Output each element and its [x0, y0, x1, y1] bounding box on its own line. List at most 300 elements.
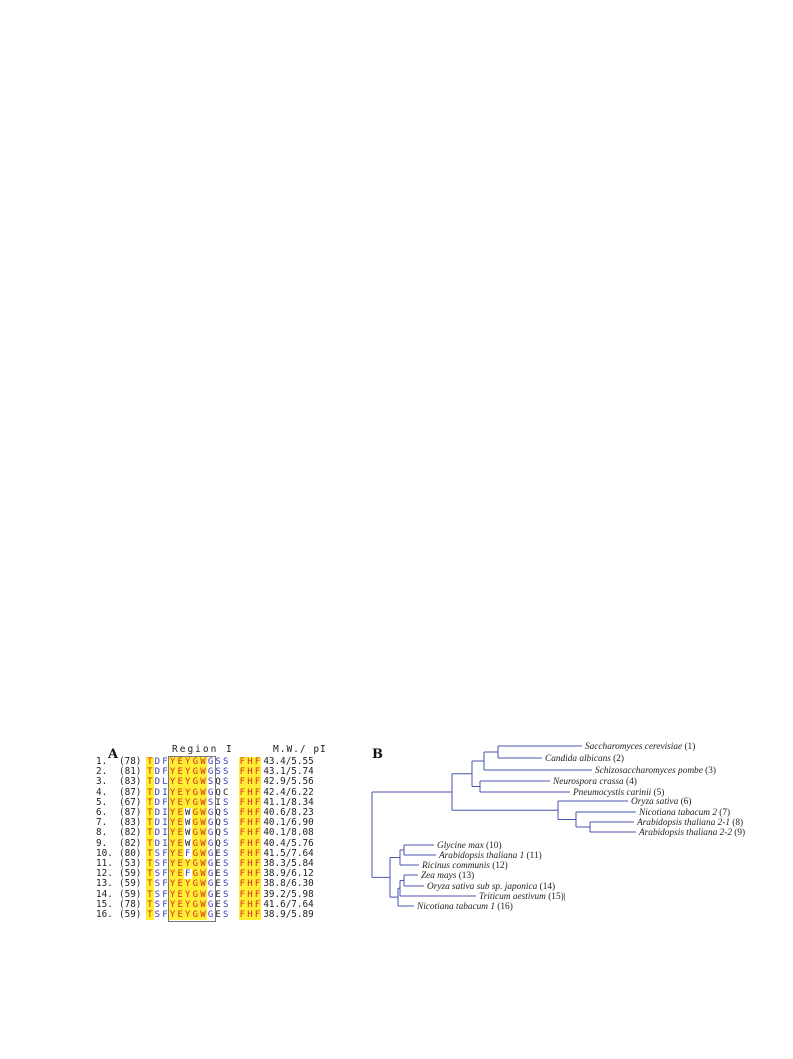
residue: E: [177, 910, 183, 920]
residue: E: [177, 787, 183, 798]
residue: G: [192, 797, 199, 808]
residue: S: [223, 859, 229, 869]
residue: F: [239, 777, 246, 788]
residue: Y: [169, 910, 176, 920]
residue: T: [147, 777, 153, 788]
residue: S: [223, 757, 229, 767]
residue: F: [254, 787, 261, 798]
residue: G: [192, 859, 199, 869]
tree-panel: [372, 740, 746, 912]
residue: G: [192, 828, 199, 839]
mw-pi-value: 39.2/5.98: [263, 888, 314, 900]
taxon-name: Triticum aestivum: [479, 892, 546, 902]
residue: L: [162, 777, 168, 788]
alignment-row: [96, 910, 343, 920]
taxon-label: [427, 881, 555, 892]
residue: C: [223, 787, 229, 798]
taxon-label: [638, 827, 745, 838]
residue: Y: [185, 879, 191, 890]
taxon-name: Nicotiana tabacum 2: [639, 808, 717, 818]
residue: E: [177, 869, 183, 880]
residue: E: [177, 899, 183, 910]
row-number: 4.: [96, 786, 108, 798]
residue: H: [247, 808, 253, 818]
residue: W: [200, 767, 206, 778]
residue: Y: [185, 777, 191, 788]
residue: Y: [169, 899, 176, 910]
residue: W: [185, 828, 191, 839]
residue: W: [200, 828, 206, 839]
taxon-name: Neurospora crassa: [553, 777, 624, 787]
residue: W: [200, 797, 206, 808]
residue: Y: [169, 838, 176, 849]
residue: T: [147, 889, 153, 900]
residue: F: [254, 910, 261, 920]
residue: D: [154, 818, 161, 829]
residue: Y: [169, 767, 176, 778]
residue: F: [239, 879, 246, 890]
residue: G: [207, 869, 214, 880]
row-count: (82): [119, 827, 142, 839]
residue: S: [223, 848, 229, 859]
residue: E: [177, 828, 183, 839]
residue: F: [239, 808, 246, 818]
residue: G: [207, 889, 214, 900]
row-count: (83): [119, 776, 142, 788]
taxon-number: (8): [729, 818, 744, 828]
residue: G: [207, 787, 214, 798]
residue: F: [239, 899, 246, 910]
mw-pi-value: 40.1/8.08: [263, 827, 314, 839]
residue: W: [200, 869, 206, 880]
residue: E: [177, 797, 183, 808]
row-number: 10.: [96, 847, 113, 859]
taxon-number: (4): [623, 777, 637, 787]
residue: T: [147, 838, 153, 849]
taxon-number: (15)|: [545, 892, 566, 902]
phylogenetic-tree: [372, 740, 746, 912]
residue: F: [254, 879, 261, 890]
panel-b-letter: B: [372, 747, 383, 762]
residue: G: [192, 899, 199, 910]
row-count: (59): [119, 888, 142, 900]
mw-pi-value: 38.9/5.89: [263, 909, 314, 920]
residue: S: [223, 899, 229, 910]
residue: G: [192, 869, 199, 880]
residue: G: [207, 879, 214, 890]
residue: D: [154, 767, 161, 778]
row-number: 15.: [96, 898, 113, 910]
taxon-label: [552, 776, 637, 787]
residue: E: [215, 899, 221, 910]
residue: F: [239, 757, 246, 767]
residue: E: [177, 848, 183, 859]
mw-pi-value: 38.3/5.84: [263, 858, 314, 869]
residue: F: [162, 869, 168, 880]
taxon-label: [631, 796, 691, 807]
residue: H: [247, 787, 253, 798]
residue: E: [177, 808, 183, 818]
residue: T: [147, 828, 153, 839]
taxon-label: [438, 850, 542, 861]
residue: F: [239, 767, 246, 778]
residue: S: [154, 879, 161, 890]
row-number: 9.: [96, 837, 108, 849]
row-count: (59): [119, 878, 142, 890]
residue: Y: [169, 879, 176, 890]
taxon-number: (13): [456, 871, 475, 881]
residue: E: [177, 777, 183, 788]
residue: W: [185, 838, 191, 849]
residue: F: [239, 848, 246, 859]
taxon-number: (6): [678, 797, 692, 807]
residue: W: [200, 889, 206, 900]
row-count: (78): [119, 756, 142, 767]
residue: Y: [169, 889, 176, 900]
residue: F: [239, 797, 246, 808]
residue: S: [154, 889, 161, 900]
residue: G: [192, 767, 199, 778]
residue: F: [239, 818, 246, 829]
residue: F: [162, 859, 168, 869]
residue: Y: [185, 899, 191, 910]
residue: F: [254, 828, 261, 839]
residue: H: [247, 757, 253, 767]
row-count: (82): [119, 837, 142, 849]
row-count: (83): [119, 817, 142, 829]
residue: E: [215, 879, 221, 890]
residue: H: [247, 859, 253, 869]
row-count: (80): [119, 847, 142, 859]
taxon-label: [638, 807, 730, 818]
residue: T: [147, 879, 153, 890]
residue: F: [254, 808, 261, 818]
residue: F: [254, 838, 261, 849]
taxon-number: (3): [702, 766, 717, 776]
taxon-label: [545, 753, 624, 764]
residue: H: [247, 910, 253, 920]
residue: F: [239, 828, 246, 839]
residue: H: [247, 879, 253, 890]
residue: S: [154, 859, 161, 869]
residue: S: [223, 869, 229, 880]
residue: F: [254, 767, 261, 778]
residue: E: [177, 889, 183, 900]
taxon-number: (10): [483, 841, 502, 851]
residue: F: [162, 767, 168, 778]
residue: Y: [169, 869, 176, 880]
row-count: (87): [119, 807, 142, 818]
residue: G: [192, 889, 199, 900]
residue: F: [185, 848, 191, 859]
mw-pi-value: 43.4/5.55: [263, 756, 314, 767]
taxon-name: Glycine max: [437, 841, 484, 851]
residue: S: [215, 767, 221, 778]
taxon-number: (12): [489, 861, 508, 871]
row-number: 1.: [96, 756, 108, 767]
residue: T: [147, 787, 153, 798]
row-count: (81): [119, 766, 142, 778]
residue: F: [185, 869, 191, 880]
taxon-name: Arabidopsis thaliana 2-1: [637, 818, 730, 828]
residue: Y: [185, 859, 191, 869]
residue: E: [215, 889, 221, 900]
mw-pi-value: 42.9/5.56: [263, 776, 314, 788]
row-number: 12.: [96, 868, 113, 880]
residue: G: [207, 838, 214, 849]
residue: Y: [185, 787, 191, 798]
mw-pi-value: 41.6/7.64: [263, 898, 314, 910]
mw-pi-value: 41.1/8.34: [263, 796, 314, 808]
residue: W: [200, 848, 206, 859]
taxon-label: [421, 860, 508, 871]
residue: S: [154, 899, 161, 910]
taxon-label: [595, 765, 716, 776]
residue: H: [247, 889, 253, 900]
residue: S: [223, 879, 229, 890]
residue: W: [200, 808, 206, 818]
residue: D: [154, 797, 161, 808]
row-number: 7.: [96, 817, 108, 829]
residue: G: [192, 910, 199, 920]
residue: E: [177, 859, 183, 869]
row-count: (59): [119, 909, 142, 920]
residue: S: [215, 757, 221, 767]
residue: S: [207, 797, 214, 808]
residue: W: [200, 787, 206, 798]
residue: W: [200, 879, 206, 890]
row-number: 16.: [96, 909, 113, 920]
residue: S: [223, 797, 229, 808]
residue: T: [147, 859, 153, 869]
residue: F: [254, 859, 261, 869]
residue: I: [162, 838, 168, 849]
row-number: 3.: [96, 776, 108, 788]
residue: I: [162, 818, 168, 829]
mw-pi-value: 38.8/6.30: [263, 878, 314, 890]
residue: F: [254, 899, 261, 910]
row-number: 13.: [96, 878, 113, 890]
residue: D: [154, 808, 161, 818]
row-number: 2.: [96, 766, 108, 778]
residue: I: [162, 808, 168, 818]
residue: Q: [215, 777, 221, 788]
row-number: 14.: [96, 888, 113, 900]
residue: G: [207, 848, 214, 859]
residue: I: [162, 828, 168, 839]
residue: F: [239, 869, 246, 880]
residue: Q: [215, 818, 221, 829]
residue: S: [207, 777, 214, 788]
row-count: (67): [119, 796, 142, 808]
residue: E: [177, 757, 183, 767]
residue: F: [239, 859, 246, 869]
residue: I: [162, 787, 168, 798]
taxon-label: [416, 901, 513, 912]
residue: G: [192, 777, 199, 788]
residue: Y: [169, 818, 176, 829]
residue: H: [247, 838, 253, 849]
mw-pi-value: 40.4/5.76: [263, 837, 314, 849]
residue: Y: [169, 757, 176, 767]
residue: T: [147, 899, 153, 910]
taxon-name: Arabidopsis thaliana 2-2: [639, 828, 732, 838]
residue: F: [239, 787, 246, 798]
residue: S: [223, 767, 229, 778]
residue: G: [192, 818, 199, 829]
residue: E: [215, 910, 221, 920]
residue: F: [239, 889, 246, 900]
residue: F: [254, 818, 261, 829]
residue: E: [215, 859, 221, 869]
residue: F: [162, 757, 168, 767]
residue: H: [247, 899, 253, 910]
residue: Y: [185, 757, 191, 767]
residue: E: [177, 879, 183, 890]
residue: G: [192, 848, 199, 859]
residue: Y: [185, 889, 191, 900]
taxon-name: Nicotiana tabacum 1: [417, 902, 495, 912]
residue: D: [154, 787, 161, 798]
residue: G: [207, 818, 214, 829]
taxon-name: Arabidopsis thaliana 1: [439, 851, 525, 861]
taxon-name: Pneumocystis carinii: [573, 788, 652, 798]
residue: S: [223, 910, 229, 920]
residue: S: [223, 777, 229, 788]
residue: G: [192, 787, 199, 798]
residue: H: [247, 828, 253, 839]
residue: W: [200, 859, 206, 869]
residue: T: [147, 808, 153, 818]
taxon-number: (11): [524, 851, 542, 861]
residue: W: [200, 757, 206, 767]
residue: T: [147, 818, 153, 829]
residue: W: [200, 818, 206, 829]
residue: S: [223, 808, 229, 818]
residue: F: [239, 910, 246, 920]
taxon-label: [421, 870, 474, 881]
taxon-number: (7): [716, 808, 731, 818]
residue: E: [215, 869, 221, 880]
residue: Y: [169, 828, 176, 839]
mw-pi-value: 41.5/7.64: [263, 847, 314, 859]
mw-pi-value: 38.9/6.12: [263, 868, 314, 880]
taxon-number: (1): [682, 742, 696, 752]
residue: E: [215, 848, 221, 859]
residue: S: [154, 910, 161, 920]
residue: H: [247, 767, 253, 778]
residue: Y: [169, 848, 176, 859]
row-number: 11.: [96, 858, 113, 869]
residue: I: [215, 797, 221, 808]
residue: F: [162, 889, 168, 900]
residue: H: [247, 818, 253, 829]
mw-pi-value: 40.1/6.90: [263, 817, 314, 829]
residue: S: [154, 869, 161, 880]
mw-pi-value: 42.4/6.22: [263, 786, 314, 798]
residue: T: [147, 869, 153, 880]
residue: W: [200, 838, 206, 849]
taxon-label: [437, 840, 502, 851]
residue: H: [247, 777, 253, 788]
residue: G: [207, 899, 214, 910]
residue: T: [147, 757, 153, 767]
residue: D: [154, 828, 161, 839]
residue: Y: [169, 787, 176, 798]
residue: S: [223, 889, 229, 900]
residue: W: [185, 818, 191, 829]
panel-a-letter: A: [108, 747, 119, 762]
taxon-name: Zea mays: [421, 871, 457, 881]
row-count: (59): [119, 868, 142, 880]
residue: Q: [215, 787, 221, 798]
residue: W: [200, 910, 206, 920]
residue: Q: [215, 808, 221, 818]
mw-pi-value: 40.6/8.23: [263, 807, 314, 818]
row-number: 6.: [96, 807, 108, 818]
residue: Y: [169, 777, 176, 788]
residue: T: [147, 848, 153, 859]
residue: F: [162, 910, 168, 920]
residue: Y: [185, 767, 191, 778]
residue: H: [247, 869, 253, 880]
taxon-label: [479, 891, 566, 902]
row-count: (78): [119, 898, 142, 910]
residue: G: [192, 838, 199, 849]
residue: S: [223, 828, 229, 839]
taxon-number: (9): [731, 828, 746, 838]
residue: G: [207, 859, 214, 869]
residue: G: [192, 757, 199, 767]
residue: Q: [215, 838, 221, 849]
taxon-name: Saccharomyces cerevisiae: [585, 742, 683, 752]
residue: S: [154, 848, 161, 859]
row-number: 5.: [96, 796, 108, 808]
taxon-label: [636, 817, 743, 828]
taxon-number: (2): [610, 754, 625, 764]
residue: F: [162, 797, 168, 808]
residue: Y: [185, 797, 191, 808]
residue: F: [162, 899, 168, 910]
residue: E: [177, 818, 183, 829]
residue: Y: [185, 910, 191, 920]
residue: T: [147, 767, 153, 778]
taxon-name: Ricinus communis: [422, 861, 490, 871]
residue: F: [162, 848, 168, 859]
row-number: 8.: [96, 827, 108, 839]
residue: G: [207, 910, 214, 920]
residue: S: [223, 818, 229, 829]
residue: F: [239, 838, 246, 849]
residue: G: [207, 767, 214, 778]
residue: F: [254, 889, 261, 900]
residue: D: [154, 757, 161, 767]
taxon-name: Oryza sativa: [631, 797, 679, 807]
residue: G: [207, 757, 214, 767]
residue: Q: [215, 828, 221, 839]
residue: Y: [169, 797, 176, 808]
taxon-number: (5): [651, 788, 665, 798]
residue: G: [192, 808, 199, 818]
taxon-number: (16): [494, 902, 513, 912]
residue: W: [185, 808, 191, 818]
residue: S: [223, 838, 229, 849]
mw-pi-value: 43.1/5.74: [263, 766, 314, 778]
residue: F: [254, 757, 261, 767]
residue: F: [254, 777, 261, 788]
residue: H: [247, 848, 253, 859]
alignment-panel: [96, 740, 376, 920]
